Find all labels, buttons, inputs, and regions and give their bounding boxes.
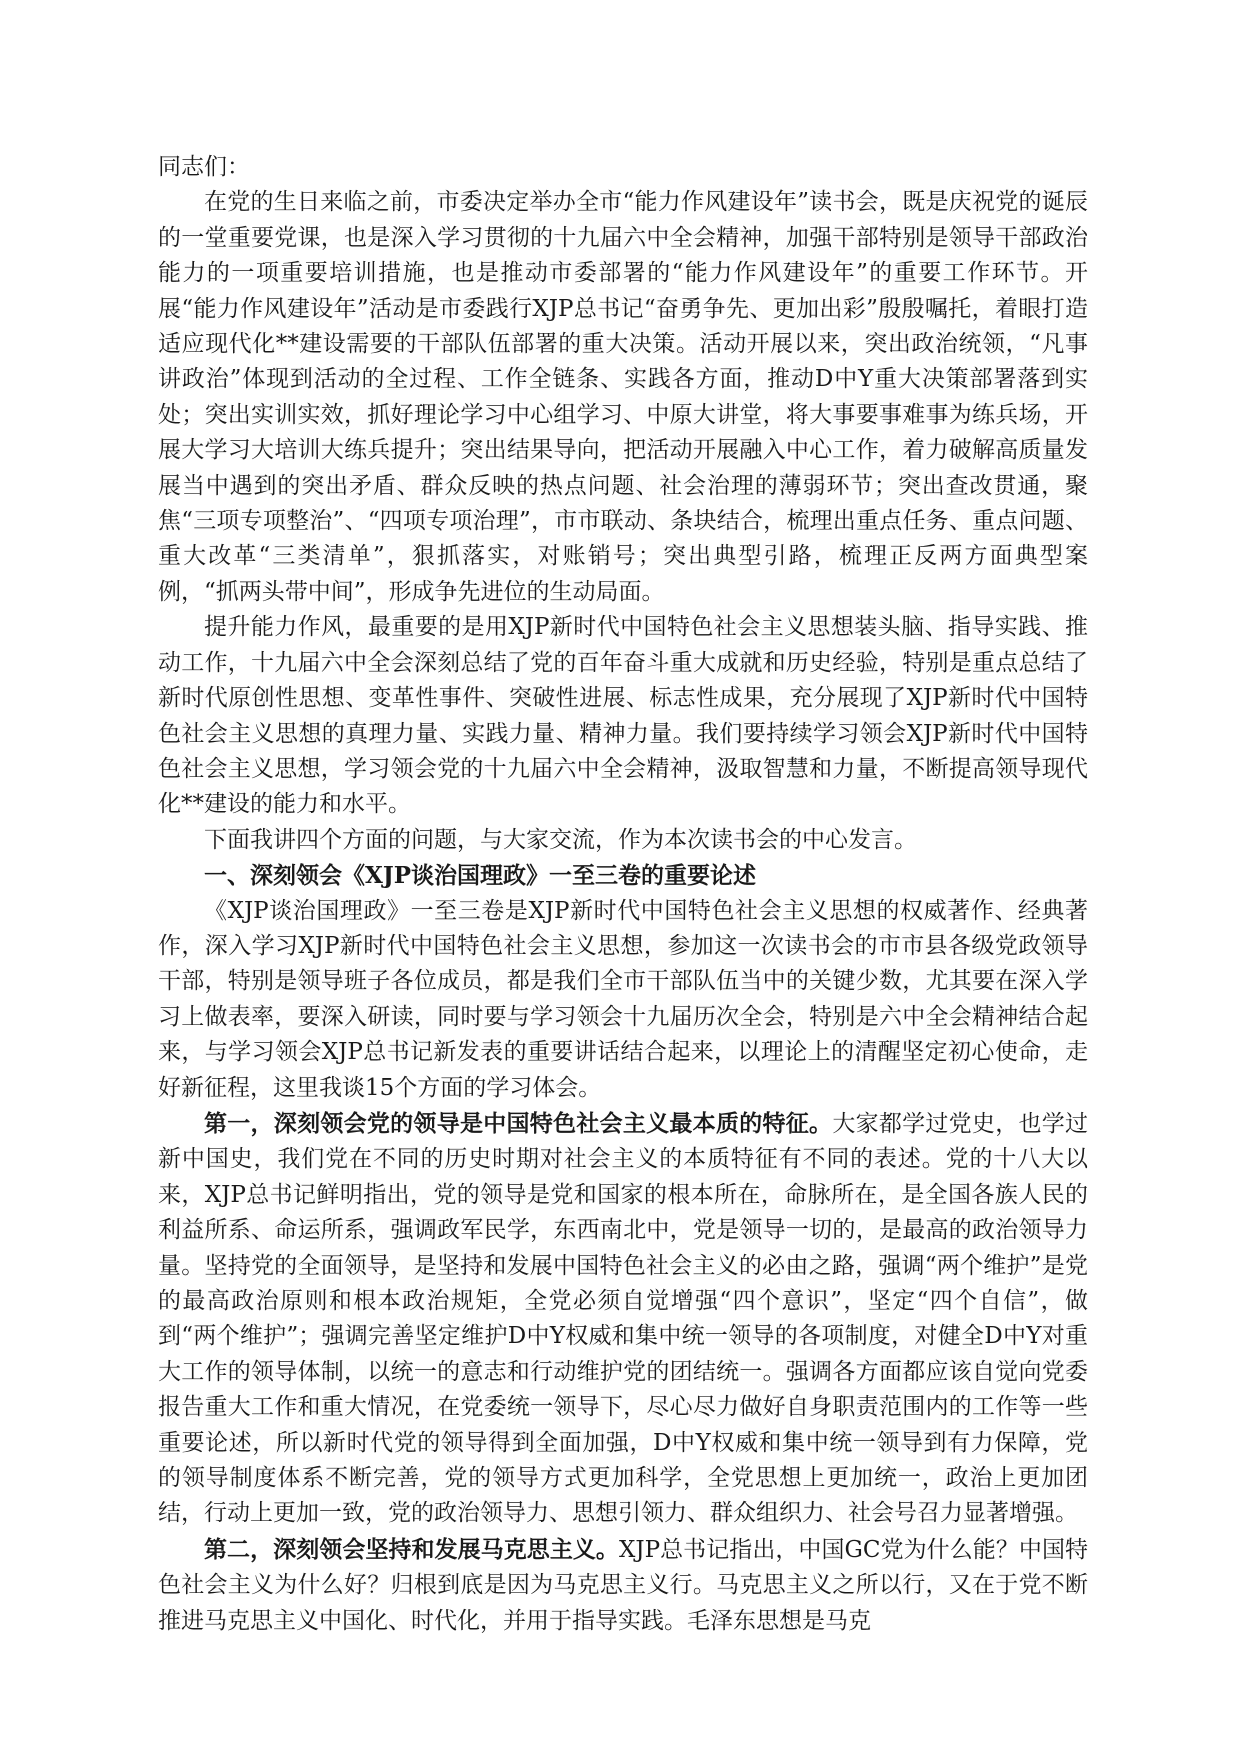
salutation: 同志们：	[158, 154, 250, 180]
document-page	[158, 150, 1088, 1639]
paragraph-section-intro: 《XJP谈治国理政》一至三卷是XJP新时代中国特色社会主义思想的权威著作、经典著作，深入学习XJP新时代中国特色社会主义思想，参加这一次读书会的市市县各级党政领导干部，特别是领导班子各位成员，都是我们全市干部队伍当中的关键少数，尤其要在深入学习上做表率，要深入研读，同时要与学习领会十九届历次全会，特别是六中全会精神结合起来，与学习领会XJP总书记新发表的重要讲话结合起来，以理论上的清醒坚定初心使命，走好新征程，这里我谈15个方面的学习体会。	[158, 897, 1088, 1101]
paragraph-point-2	[158, 1532, 1088, 1639]
point-2-lead: 第二，深刻领会坚持和发展马克思主义。	[204, 1535, 619, 1563]
paragraph-point-1	[158, 1106, 1088, 1532]
paragraph-opening: 在党的生日来临之前，市委决定举办全市“能力作风建设年”读书会，既是庆祝党的诞辰的一堂重要党课，也是深入学习贯彻的十九届六中全会精神，加强干部特别是领导干部政治能力的一项重要培训措施，也是推动市委部署的“能力作风建设年”的重要工作环节。开展“能力作风建设年”活动是市委践行XJP总书记“奋勇争先、更加出彩”殷殷嘱托，着眼打造适应现代化**建设需要的干部队伍部署的重大决策。活动开展以来，突出政治统领，“凡事讲政治”体现到活动的全过程、工作全链条、实践各方面，推动D中Y重大决策部署落到实处；突出实训实效，抓好理论学习中心组学习、中原大讲堂，将大事要事难事为练兵场，开展大学习大培训大练兵提升；突出结果导向，把活动开展融入中心工作，着力破解高质量发展当中遇到的突出矛盾、群众反映的热点问题、社会治理的薄弱环节；突出查改贯通，聚焦“三项专项整治”、“四项专项治理”，市市联动、条块结合，梳理出重点任务、重点问题、重大改革“三类清单”，狠抓落实，对账销号；突出典型引路，梳理正反两方面典型案例，“抓两头带中间”，形成争先进位的生动局面。	[158, 189, 1088, 605]
paragraph-ability-style: 提升能力作风，最重要的是用XJP新时代中国特色社会主义思想装头脑、指导实践、推动工作，十九届六中全会深刻总结了党的百年奋斗重大成就和历史经验，特别是重点总结了新时代原创性思想、变革性事件、突破性进展、标志性成果，充分展现了XJP新时代中国特色社会主义思想的真理力量、实践力量、精神力量。我们要持续学习领会XJP新时代中国特色社会主义思想，学习领会党的十九届六中全会精神，汲取智慧和力量，不断提高领导现代化**建设的能力和水平。	[158, 614, 1088, 818]
section-heading-1: 一、深刻领会《XJP谈治国理政》一至三卷的重要论述	[204, 862, 757, 890]
point-1-lead: 第一，深刻领会党的领导是中国特色社会主义最本质的特征。	[204, 1109, 833, 1137]
paragraph-outline: 下面我讲四个方面的问题，与大家交流，作为本次读书会的中心发言。	[204, 826, 917, 853]
point-2-body: XJP总书记指出，中国GC党为什么能？中国特色社会主义为什么好？归根到底是因为马克思主义行。马克思主义之所以行，又在于党不断推进马克思主义中国化、时代化，并用于指导实践。毛泽东思想是马克	[158, 1536, 1089, 1634]
point-1-body: 大家都学过党史，也学过新中国史，我们党在不同的历史时期对社会主义的本质特征有不同的表述。党的十八大以来，XJP总书记鲜明指出，党的领导是党和国家的根本所在，命脉所在，是全国各族人民的利益所系、命运所系，强调政军民学，东西南北中，党是领导一切的，是最高的政治领导力量。坚持党的全面领导，是坚持和发展中国特色社会主义的必由之路，强调“两个维护”是党的最高政治原则和根本政治规矩，全党必须自觉增强“四个意识”，坚定“四个自信”，做到“两个维护”；强调完善坚定维护D中Y权威和集中统一领导的各项制度，对健全D中Y对重大工作的领导体制，以统一的意志和行动维护党的团结统一。强调各方面都应该自觉向党委报告重大工作和重大情况，在党委统一领导下，尽心尽力做好自身职责范围内的工作等一些重要论述，所以新时代党的领导得到全面加强，D中Y权威和集中统一领导到有力保障，党的领导制度体系不断完善，党的领导方式更加科学，全党思想上更加统一，政治上更加团结，行动上更加一致，党的政治领导力、思想引领力、群众组织力、社会号召力显著增强。	[158, 1110, 1089, 1527]
